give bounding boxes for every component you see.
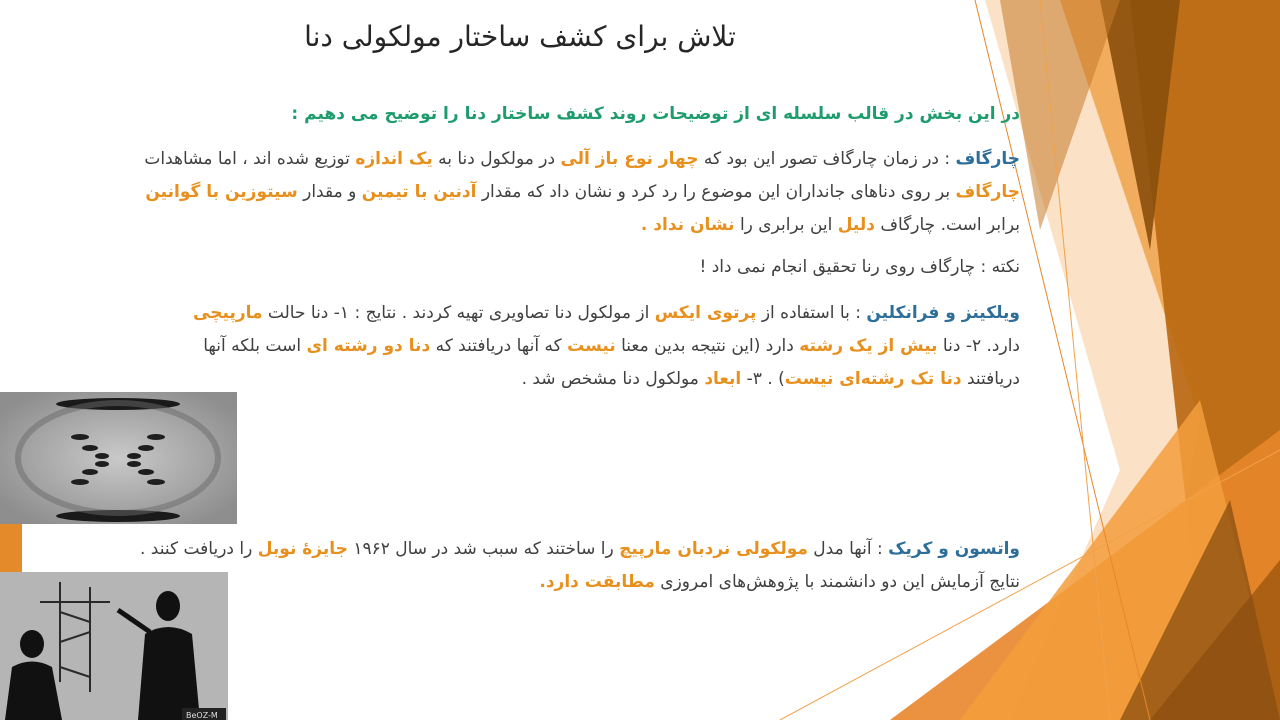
wilkins-highlight-3: بیش از یک رشته (799, 336, 938, 356)
wilkins-text-7: ) . ۳- (741, 369, 785, 389)
xray-diffraction-image (0, 392, 237, 524)
wilkins-highlight-6: دنا تک رشته‌ای نیست (784, 369, 962, 389)
chargaff-paragraph (140, 143, 1020, 242)
wilkins-text-2: از مولکول دنا تصاویری تهیه کردند . نتایج : ۱- دنا حالت (262, 303, 655, 323)
watson-text-3: را دریافت کنند . نتایج آزمایش این دو دانشمند با پژوهش‌های امروزی (140, 539, 1020, 592)
chargaff-text-1: : در زمان چارگاف تصور این بود که (698, 149, 956, 169)
wilkins-name: ویلکینز و فرانکلین (866, 303, 1020, 323)
wilkins-highlight-2: مارپیچی (193, 303, 263, 323)
chargaff-highlight-2: یک اندازه (355, 149, 433, 169)
chargaff-text-4: بر روی دناهای جانداران این موضوع را رد کرد و نشان داد که مقدار (476, 182, 956, 202)
watson-highlight-1: مولکولی نردبان مارپیچ (619, 539, 808, 559)
wilkins-text-6: است بلکه آنها دریافتند (203, 336, 1020, 389)
wilkins-text-3: دارد. ۲- دنا (937, 336, 1020, 356)
wilkins-franklin-paragraph (160, 297, 1020, 396)
chargaff-text-2: در مولکول دنا به (432, 149, 561, 169)
wilkins-text-8: مولکول دنا مشخص شد . (521, 369, 705, 389)
watson-highlight-3: مطابقت دارد. (539, 572, 655, 592)
watson-crick-photo (0, 572, 228, 720)
watson-name: واتسون و کریک (888, 539, 1020, 559)
chargaff-text-7: این برابری را (734, 215, 838, 235)
photo-credit: BeOZ-M (186, 711, 218, 720)
watson-text-2: را ساختند که سبب شد در سال ۱۹۶۲ (347, 539, 620, 559)
wilkins-highlight-5: دنا دو رشته ای (306, 336, 431, 356)
chargaff-text-6: برابر است. چارگاف (874, 215, 1020, 235)
chargaff-highlight-3: چارگاف (955, 182, 1020, 202)
chargaff-highlight-6: دلیل (837, 215, 875, 235)
watson-highlight-2: جایزۀ نوبل (257, 539, 348, 559)
wilkins-highlight-7: ابعاد (704, 369, 742, 389)
wilkins-text-5: که آنها دریافتند که (430, 336, 568, 356)
chargaff-name: چارگاف (955, 149, 1020, 169)
chargaff-text-5: و مقدار (297, 182, 362, 202)
chargaff-highlight-7: نشان نداد . (640, 215, 735, 235)
chargaff-text-3: توزیع شده اند ، اما مشاهدات (144, 149, 356, 169)
chargaff-highlight-5: سیتوزین با گوانین (145, 182, 298, 202)
intro-text: در این بخش در قالب سلسله ای از توضیحات روند کشف ساختار دنا را توضیح می دهیم : (291, 104, 1020, 124)
wilkins-highlight-4: نیست (567, 336, 616, 356)
watson-text-1: : آنها مدل (807, 539, 889, 559)
wilkins-highlight-1: پرتوی ایکس (654, 303, 757, 323)
wilkins-text-1: : با استفاده از (756, 303, 867, 323)
note-text: نکته : چارگاف روی رنا تحقیق انجام نمی داد ! (699, 257, 1020, 277)
wilkins-text-4: دارد (این نتیجه بدین معنا (615, 336, 800, 356)
chargaff-highlight-4: آدنین با تیمین (361, 182, 477, 202)
chargaff-highlight-1: چهار نوع باز آلی (560, 149, 699, 169)
watson-crick-paragraph (120, 533, 1020, 599)
slide-title: تلاش برای کشف ساختار مولکولی دنا (304, 20, 736, 53)
orange-accent-tab (0, 524, 22, 574)
